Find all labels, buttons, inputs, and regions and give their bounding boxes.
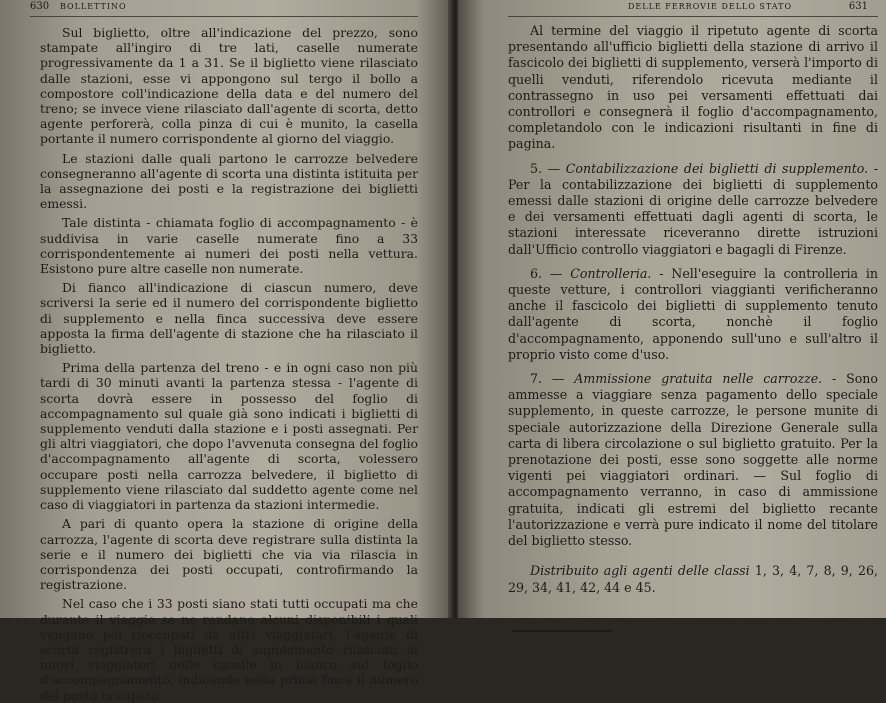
left-running-title: BOLLETTINO bbox=[60, 2, 127, 11]
distribution-label: Distribuito agli agenti delle classi bbox=[530, 563, 750, 579]
section-5-text: - Per la contabilizzazione dei biglietti di supplemento emessi dalle stazioni di origine delle carrozze belvedere e dei versamenti effettuati dagli agenti di scorta, le stazioni interessate riceveranno dirette istruzioni dall'Ufficio controllo viaggiatori e bagagli di Firenze. bbox=[508, 160, 878, 257]
left-paragraph-7: Nel caso che i 33 posti siano stati tutti occupati ma che durante il viaggio se ne rendano alcuni disponibili i quali vengano poi rioccupati da altri viaggiatori, l'agente di scorta registrerà i biglietti di supplemento rilasciati ai nuovi viaggiatori nelle caselle in bianco sul foglio d'accompagnamento, indicando nella prima finca il numero del posto occupato. bbox=[40, 596, 418, 703]
section-7-text: - Sono ammesse a viaggiare senza pagamento dello speciale supplemento, in queste carrozze, le persone munite di speciale autorizzazione della Direzione Generale sulla carta di libera circolazione o sul biglietto gratuito. Per la prenotazione dei posti, esse sono soggette alle norme vigenti pei viaggiatori ordinari. — Sul foglio di accompagnamento verranno, in caso di ammissione gratuita, indicati gli estremi del biglietto recante l'autorizzazione e verrà pure indicato il nome del titolare del biglietto stesso. bbox=[508, 371, 878, 549]
right-running-title: DELLE FERROVIE DELLO STATO bbox=[628, 2, 793, 11]
left-paragraph-4: Di fianco all'indicazione di ciascun numero, deve scriversi la serie ed il numero del corrispondente biglietto di supplemento e nella finca successiva deve essere apposta la firma dell'agente di stazione che ha rilasciato il biglietto. bbox=[40, 280, 418, 357]
section-6-paragraph bbox=[508, 266, 878, 363]
left-paragraph-5: Prima della partenza del treno - e in ogni caso non più tardi di 30 minuti avanti la partenza stessa - l'agente di scorta dovrà essere in possesso del foglio di accompagnamento sul quale già sono indicati i biglietti di supplemento venduti dalla stazione e i posti assegnati. Per gli altri viaggiatori, che dopo l'avvenuta consegna del foglio d'accompagnamento all'agente di scorta, volessero occupare posti nella carrozza belvedere, il biglietto di supplemento viene rilasciato dal suddetto agente come nel caso di viaggiatori in partenza da stazioni intermedie. bbox=[40, 360, 418, 513]
section-5-paragraph bbox=[508, 161, 878, 258]
right-page bbox=[458, 0, 886, 618]
left-paragraph-3: Tale distinta - chiamata foglio di accompagnamento - è suddivisa in varie caselle numerate fino a 33 corrispondentemente ai numeri dei posti nella vettura. Esistono pure altre caselle non numerate. bbox=[40, 215, 418, 277]
section-5-number: 5. — bbox=[530, 160, 561, 176]
section-7-paragraph bbox=[508, 371, 878, 549]
distribution-line bbox=[508, 563, 878, 595]
section-7-number: 7. — bbox=[530, 371, 565, 387]
section-5-title: Contabilizzazione dei biglietti di supplemento. bbox=[565, 160, 869, 176]
right-running-head bbox=[508, 0, 878, 17]
section-7-title: Ammissione gratuita nelle carrozze. bbox=[574, 371, 823, 387]
left-page-number: 630 bbox=[30, 1, 50, 12]
section-6-text: - Nell'eseguire la controlleria in queste vetture, i controllori viaggianti verificheranno anche il fascicolo dei biglietti di supplemento tenuto dall'agente di scorta, nonchè il foglio d'accompagnamento, apponendo sull'uno e sull'altro il proprio visto come d'uso. bbox=[508, 265, 878, 362]
distribution-classes: 1, 3, 4, 7, 8, 9, 26, 29, 34, 41, 42, 44 e 45. bbox=[508, 563, 878, 595]
left-paragraph-1: Sul biglietto, oltre all'indicazione del prezzo, sono stampate all'ingiro di tre lati, caselle numerate progressivamente da 1 a 31. Se il biglietto viene rilasciato dalle stazioni, esse vi appongono sul tergo il bollo a compostore coll'indicazione della data e del numero del treno; se invece viene rilasciato dall'agente di scorta, detto agente perforerà, colla pinza di cui è munito, la casella portante il numero corrispondente al giorno del viaggio. bbox=[40, 25, 418, 147]
section-6-title: Controlleria. bbox=[570, 265, 652, 281]
right-intro-paragraph: Al termine del viaggio il ripetuto agente di scorta presentando all'ufficio biglietti della stazione di arrivo il fascicolo dei biglietti di supplemento, verserà l'importo di quelli venduti, riferendolo ricevuta mediante il contrassegno in uso pei versamenti effettuati dai controllori e consegnerà il foglio d'accompagnamento, completandolo con le indicazioni risultanti in fine di pagina. bbox=[508, 23, 878, 152]
end-rule bbox=[512, 630, 612, 632]
section-6-number: 6. — bbox=[530, 265, 563, 281]
left-paragraph-2: Le stazioni dalle quali partono le carrozze belvedere consegneranno all'agente di scorta una distinta istituita per la assegnazione dei posti e la registrazione dei biglietti emessi. bbox=[40, 150, 418, 212]
left-running-head bbox=[30, 0, 418, 17]
right-page-number: 631 bbox=[848, 1, 868, 12]
left-paragraph-6: A pari di quanto opera la stazione di origine della carrozza, l'agente di scorta deve registrare sulla distinta la serie e il numero dei biglietti che via via rilascia in corrispondenza dei posti occupati, controfirmando la registrazione. bbox=[40, 516, 418, 593]
